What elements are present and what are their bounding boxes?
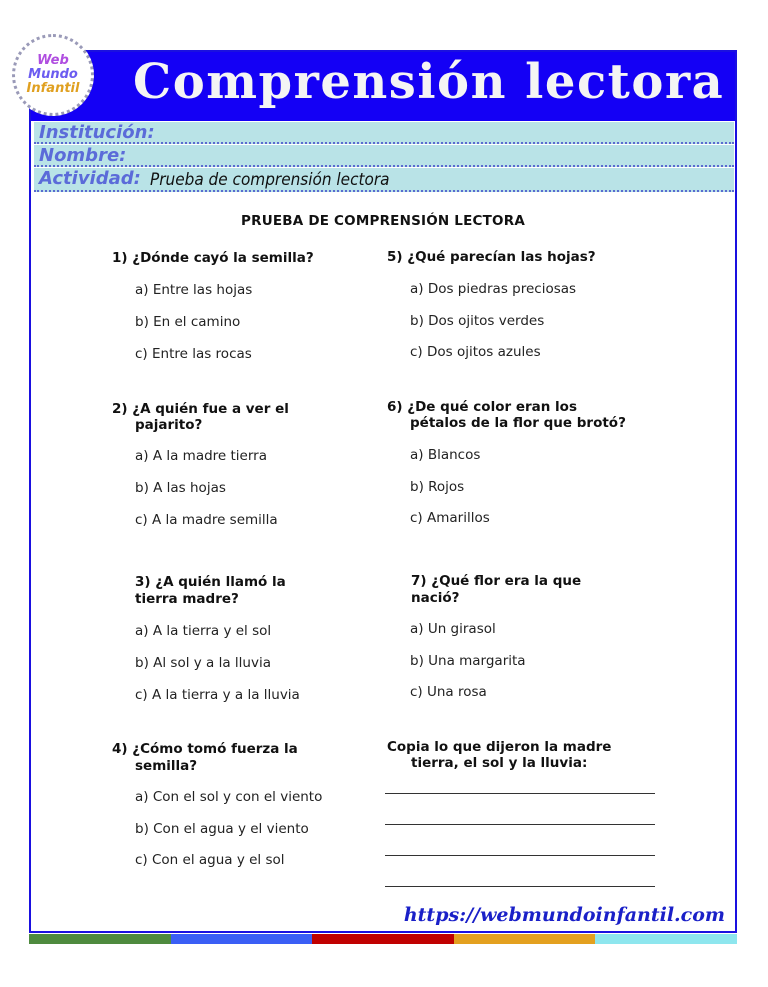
question-6-option-a[interactable]: a) Blancos	[410, 447, 481, 463]
question-4: 4) ¿Cómo tomó fuerza la	[112, 741, 298, 757]
answer-line-2[interactable]	[385, 824, 655, 825]
title-bar	[31, 52, 735, 121]
strip-green	[29, 934, 171, 944]
institution-field[interactable]	[34, 122, 734, 144]
name-label: Nombre:	[39, 145, 127, 166]
question-5-option-a[interactable]: a) Dos piedras preciosas	[410, 281, 577, 297]
question-7-line2: nació?	[411, 590, 460, 606]
question-3: 3) ¿A quién llamó la	[135, 574, 286, 590]
question-3-line2: tierra madre?	[135, 591, 239, 607]
strip-blue	[171, 934, 313, 944]
worksheet	[26, 50, 737, 933]
logo-line-infantil: Infantil	[26, 81, 80, 96]
activity-field	[34, 168, 734, 192]
question-5: 5) ¿Qué parecían las hojas?	[387, 249, 596, 265]
question-5-option-b[interactable]: b) Dos ojitos verdes	[410, 313, 545, 329]
question-7-option-b[interactable]: b) Una margarita	[410, 653, 526, 669]
activity-label: Actividad:	[39, 168, 141, 189]
color-strip	[29, 934, 737, 944]
question-6: 6) ¿De qué color eran los	[387, 399, 577, 415]
question-1-option-a[interactable]: a) Entre las hojas	[135, 282, 253, 298]
activity-value: Prueba de comprensión lectora	[150, 170, 390, 190]
web-mundo-infantil-logo	[12, 34, 94, 116]
question-2-option-c[interactable]: c) A la madre semilla	[135, 512, 278, 528]
question-4-line2: semilla?	[135, 758, 198, 774]
question-3-option-a[interactable]: a) A la tierra y el sol	[135, 623, 272, 639]
answer-line-4[interactable]	[385, 886, 655, 887]
question-6-option-c[interactable]: c) Amarillos	[410, 510, 490, 526]
question-2-option-b[interactable]: b) A las hojas	[135, 480, 226, 496]
logo-line-mundo: Mundo	[28, 67, 78, 82]
copy-task-prompt-line2: tierra, el sol y la lluvia:	[411, 755, 588, 771]
page-title: Comprensión lectora	[133, 54, 725, 110]
section-title: PRUEBA DE COMPRENSIÓN LECTORA	[241, 213, 525, 229]
question-4-option-a[interactable]: a) Con el sol y con el viento	[135, 789, 323, 805]
question-3-option-c[interactable]: c) A la tierra y a la lluvia	[135, 687, 300, 703]
question-2-line2: pajarito?	[135, 417, 203, 433]
question-1-option-b[interactable]: b) En el camino	[135, 314, 241, 330]
website-url[interactable]: https://webmundoinfantil.com	[403, 904, 725, 926]
question-7-option-a[interactable]: a) Un girasol	[410, 621, 496, 637]
question-5-option-c[interactable]: c) Dos ojitos azules	[410, 344, 541, 360]
strip-cyan	[595, 934, 737, 944]
question-4-option-b[interactable]: b) Con el agua y el viento	[135, 821, 309, 837]
name-field[interactable]	[34, 145, 734, 167]
answer-line-1[interactable]	[385, 793, 655, 794]
copy-task-prompt: Copia lo que dijeron la madre	[387, 739, 612, 755]
strip-red	[312, 934, 454, 944]
question-2-option-a[interactable]: a) A la madre tierra	[135, 448, 268, 464]
institution-label: Institución:	[39, 122, 155, 143]
question-4-option-c[interactable]: c) Con el agua y el sol	[135, 852, 285, 868]
question-7: 7) ¿Qué flor era la que	[411, 573, 582, 589]
logo-line-web: Web	[37, 53, 69, 68]
question-1-option-c[interactable]: c) Entre las rocas	[135, 346, 252, 362]
question-6-line2: pétalos de la flor que brotó?	[410, 415, 626, 431]
question-2: 2) ¿A quién fue a ver el	[112, 401, 289, 417]
question-6-option-b[interactable]: b) Rojos	[410, 479, 465, 495]
question-1: 1) ¿Dónde cayó la semilla?	[112, 250, 314, 266]
answer-line-3[interactable]	[385, 855, 655, 856]
question-7-option-c[interactable]: c) Una rosa	[410, 684, 487, 700]
question-3-option-b[interactable]: b) Al sol y a la lluvia	[135, 655, 271, 671]
strip-orange	[454, 934, 596, 944]
